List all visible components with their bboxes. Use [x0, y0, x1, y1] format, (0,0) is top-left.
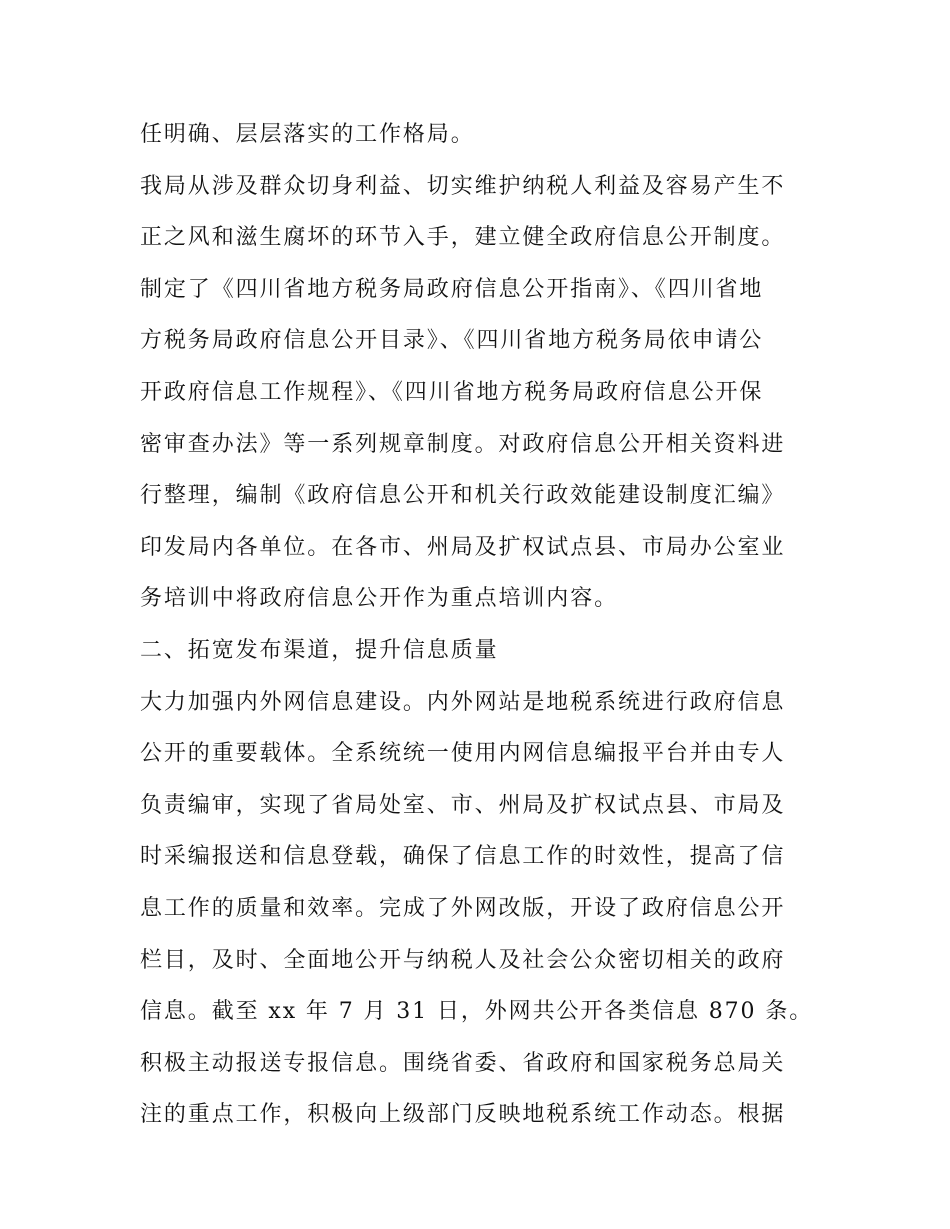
section-heading: 二、拓宽发布渠道，提升信息质量 — [140, 637, 499, 663]
text-line: 息工作的质量和效率。完成了外网改版，开设了政府信息公开 — [140, 895, 786, 921]
text-line: 大力加强内外网信息建设。内外网站是地税系统进行政府信息 — [140, 689, 786, 715]
text-line: 积极主动报送专报信息。围绕省委、省政府和国家税务总局关 — [140, 1050, 786, 1076]
text-line: 注的重点工作，积极向上级部门反映地税系统工作动态。根据 — [140, 1102, 786, 1128]
text-line: 行整理，编制《政府信息公开和机关行政效能建设制度汇编》 — [140, 483, 786, 509]
text-line: 栏目，及时、全面地公开与纳税人及社会公众密切相关的政府 — [140, 947, 786, 973]
text-line: 开政府信息工作规程》、《四川省地方税务局政府信息公开保 — [140, 379, 764, 405]
text-line: 印发局内各单位。在各市、州局及扩权试点县、市局办公室业 — [140, 534, 786, 560]
text-line: 密审查办法》等一系列规章制度。对政府信息公开相关资料进 — [140, 431, 786, 457]
text-line: 公开的重要载体。全系统统一使用内网信息编报平台并由专人 — [140, 741, 786, 767]
text-line: 方税务局政府信息公开目录》、《四川省地方税务局依申请公 — [140, 328, 764, 354]
text-line: 制定了《四川省地方税务局政府信息公开指南》、《四川省地 — [140, 276, 764, 302]
document-body — [140, 109, 812, 1141]
text-line: 我局从涉及群众切身利益、切实维护纳税人利益及容易产生不 — [140, 173, 786, 199]
text-line: 任明确、层层落实的工作格局。 — [140, 122, 475, 147]
text-line: 务培训中将政府信息公开作为重点培训内容。 — [140, 586, 619, 612]
text-line: 信息。截至 xx 年 7 月 31 日，外网共公开各类信息 870 条。 — [140, 999, 814, 1025]
text-line: 时采编报送和信息登载，确保了信息工作的时效性，提高了信 — [140, 844, 786, 870]
text-line: 负责编审，实现了省局处室、市、州局及扩权试点县、市局及 — [140, 792, 786, 818]
text-line: 正之风和滋生腐坏的环节入手，建立健全政府信息公开制度。 — [140, 225, 786, 251]
